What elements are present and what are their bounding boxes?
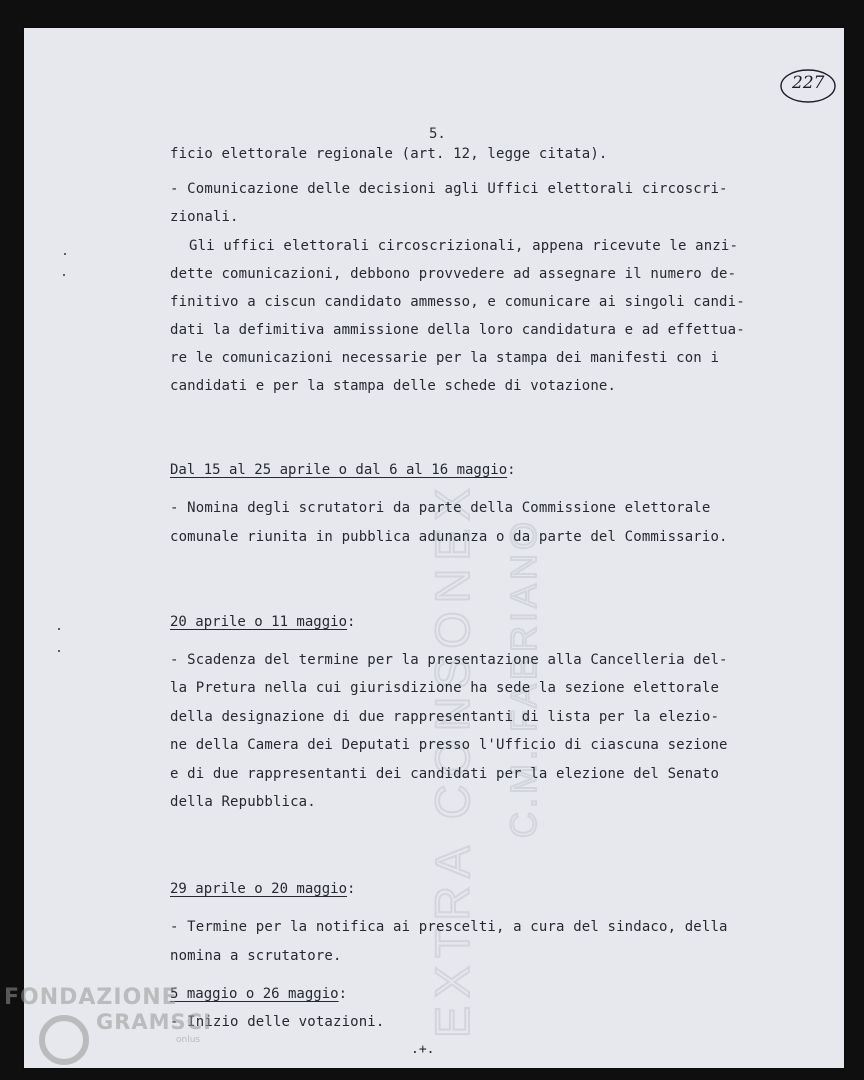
section-heading xyxy=(170,614,355,630)
fondazione-gramsci-logo xyxy=(4,985,212,1045)
heading-colon: : xyxy=(507,462,516,478)
document-page xyxy=(24,28,844,1068)
text-line: comunale riunita in pubblica adunanza o da parte del Commissario. xyxy=(170,529,728,545)
margin-mark xyxy=(58,650,60,652)
paper-watermark xyxy=(424,58,564,1058)
heading-text: 20 aprile o 11 maggio xyxy=(170,614,348,630)
text-line: ne della Camera dei Deputati presso l'Ufficio di ciascuna sezione xyxy=(170,737,728,753)
text-line: re le comunicazioni necessarie per la stampa dei manifesti con i xyxy=(170,350,720,366)
section-heading xyxy=(170,462,516,478)
continuation-mark: .+. xyxy=(411,1042,435,1057)
text-line: della designazione di due rappresentanti di lista per la elezio- xyxy=(170,709,720,725)
section-heading xyxy=(170,986,347,1002)
heading-text: Dal 15 al 25 aprile o dal 6 al 16 maggio xyxy=(170,462,508,478)
archive-number: 227 xyxy=(792,73,825,93)
margin-mark xyxy=(63,274,65,276)
text-line: - Inizio delle votazioni. xyxy=(170,1014,385,1030)
logo-line-2: GRAMSCI xyxy=(96,1010,212,1034)
text-line: - Termine per la notifica ai prescelti, a cura del sindaco, della xyxy=(170,919,728,935)
heading-colon: : xyxy=(347,881,356,897)
text-line: la Pretura nella cui giurisdizione ha sede la sezione elettorale xyxy=(170,680,720,696)
text-line: dati la defimitiva ammissione della loro candidatura e ad effettua- xyxy=(170,322,745,338)
margin-mark xyxy=(64,253,66,255)
text-line: - Nomina degli scrutatori da parte della Commissione elettorale xyxy=(170,500,711,516)
heading-text: 29 aprile o 20 maggio xyxy=(170,881,348,897)
text-line: - Scadenza del termine per la presentazione alla Cancelleria del- xyxy=(170,652,728,668)
margin-mark xyxy=(58,628,60,630)
logo-line-3: onlus xyxy=(176,1035,201,1045)
text-line: - Comunicazione delle decisioni agli Uffici elettorali circoscri- xyxy=(170,181,728,197)
text-line: zionali. xyxy=(170,209,239,225)
text-line: dette comunicazioni, debbono provvedere ad assegnare il numero de- xyxy=(170,266,737,282)
text-line: candidati e per la stampa delle schede di votazione. xyxy=(170,378,617,394)
logo-line-1: FONDAZIONE xyxy=(4,985,178,1010)
text-line: Gli uffici elettorali circoscrizionali, appena ricevute le anzi- xyxy=(189,238,739,254)
text-line: finitivo a ciscun candidato ammesso, e comunicare ai singoli candi- xyxy=(170,294,745,310)
heading-colon: : xyxy=(347,614,356,630)
watermark-text: EXTRA CONSONEX xyxy=(427,480,480,1038)
heading-colon: : xyxy=(338,986,348,1002)
section-heading xyxy=(170,881,355,897)
page-number: 5. xyxy=(429,126,446,142)
gramsci-logo-icon xyxy=(36,1012,92,1068)
text-line: e di due rappresentanti dei candidati per la elezione del Senato xyxy=(170,766,720,782)
text-line: nomina a scrutatore. xyxy=(170,948,342,964)
text-line: ficio elettorale regionale (art. 12, legge citata). xyxy=(170,146,608,162)
watermark-subtext: C.M. FABRIANO xyxy=(503,517,544,838)
heading-text: 5 maggio o 26 maggio xyxy=(170,986,339,1002)
text-line: della Repubblica. xyxy=(170,794,316,810)
